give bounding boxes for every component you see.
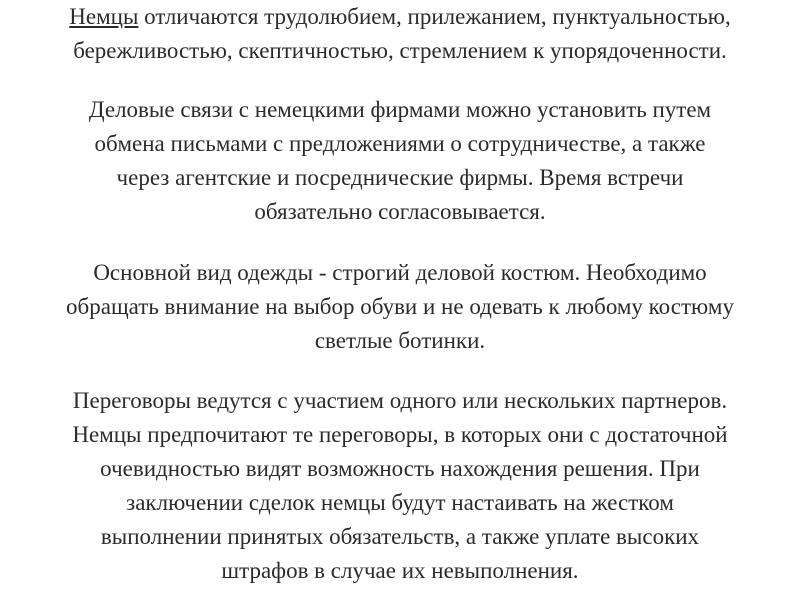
paragraph-line: Деловые связи с немецкими фирмами можно установить путем	[88, 97, 712, 122]
paragraph-line-rest: отличаются трудолюбием, прилежанием, пунктуальностью,	[138, 4, 731, 29]
paragraph-line: Основной вид одежды - строгий деловой костюм. Необходимо	[93, 260, 707, 285]
paragraph-line: светлые ботинки.	[314, 328, 486, 353]
paragraph-line: бережливостью, скептичностью, стремлением к упорядоченности.	[73, 38, 727, 63]
paragraph-line: обмена письмами с предложениями о сотрудничестве, а также	[94, 131, 706, 156]
paragraph-line: выполнении принятых обязательств, а также уплате высоких	[100, 524, 700, 549]
underlined-lead-word: Немцы	[69, 4, 139, 29]
paragraph-line: Переговоры ведутся с участием одного или нескольких партнеров.	[72, 388, 728, 413]
paragraph-line	[0, 0, 800, 34]
paragraph-business-contacts	[0, 93, 800, 229]
paragraph-line: обращать внимание на выбор обуви и не одевать к любому костюму	[66, 294, 734, 319]
paragraph-line: обязательно согласовывается.	[254, 199, 546, 224]
paragraph-line: очевидностью видят возможность нахождения решения. При	[100, 456, 700, 481]
paragraph-line: через агентские и посреднические фирмы. Время встречи	[116, 165, 684, 190]
paragraph-line: штрафов в случае их невыполнения.	[221, 558, 579, 583]
paragraph-character-traits	[0, 0, 800, 68]
paragraph-line: заключении сделок немцы будут настаивать на жестком	[126, 490, 674, 515]
paragraph-clothing	[0, 256, 800, 358]
paragraph-negotiations	[0, 384, 800, 588]
paragraph-line: Немцы предпочитают те переговоры, в которых они с достаточной	[72, 422, 728, 447]
